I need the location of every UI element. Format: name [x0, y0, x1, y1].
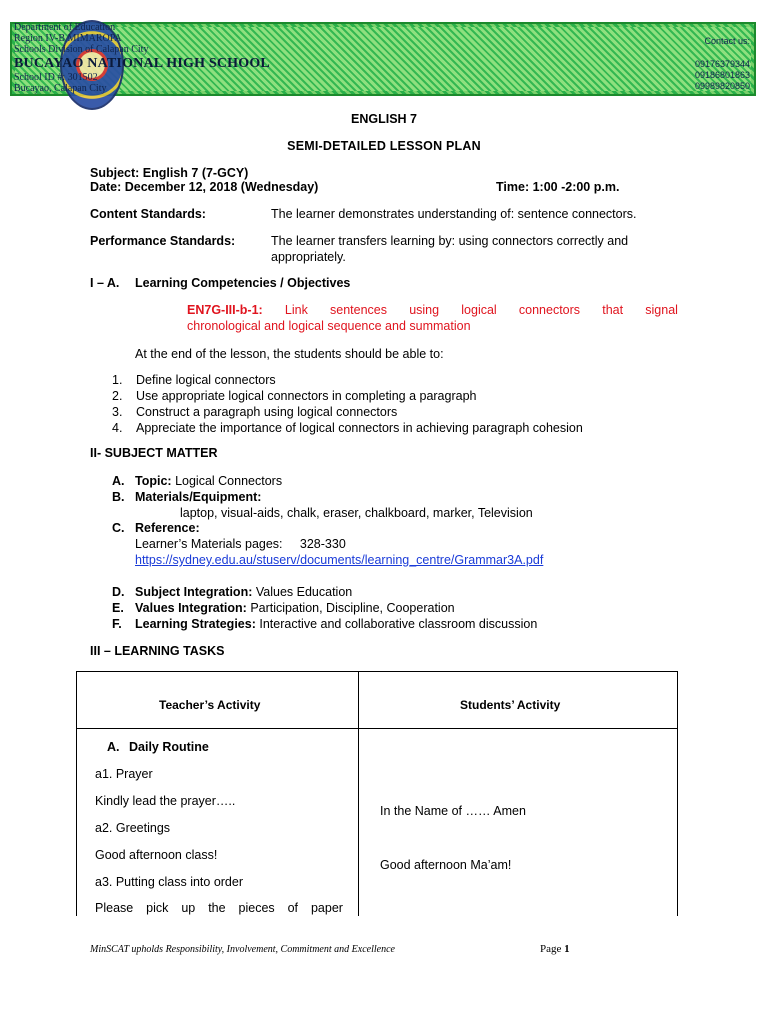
values-integration-row: Values Integration: Participation, Discipline, Cooperation — [135, 601, 455, 615]
footer-page: Page 1 — [540, 943, 570, 955]
school-name: BUCAYAO NATIONAL HIGH SCHOOL — [14, 56, 270, 71]
section1-number: I – A. — [90, 276, 120, 290]
student-line: Good afternoon Ma’am! — [380, 858, 512, 872]
reference-label: Reference: — [135, 521, 200, 535]
letter-b: B. — [112, 490, 125, 504]
subject-line: Subject: English 7 (7-GCY) — [90, 166, 249, 180]
header-line: Region IV-B MIMAROPA — [14, 33, 122, 44]
competency-word: connectors — [518, 303, 581, 317]
list-item: 1. Define logical connectors — [112, 373, 276, 387]
contact-phone: 09989820850 — [694, 81, 750, 91]
letter-a: A. — [112, 474, 125, 488]
header-contact — [695, 36, 750, 92]
col-teacher-header: Teacher’s Activity — [159, 698, 261, 712]
strategies-row: Learning Strategies: Interactive and collaborative classroom discussion — [135, 617, 538, 631]
teacher-line: a3. Putting class into order — [95, 875, 243, 889]
competency-code: EN7G-III-b-1: — [187, 303, 263, 317]
performance-standards-text-2: appropriately. — [271, 250, 346, 264]
teacher-line: a2. Greetings — [95, 821, 171, 835]
teacher-line: Please pick up the pieces of paper — [95, 901, 343, 915]
content-standards-label: Content Standards: — [90, 207, 206, 221]
objectives-intro: At the end of the lesson, the students should be able to: — [135, 347, 444, 361]
topic-row: Topic: Logical Connectors — [135, 474, 283, 488]
header-school-info — [14, 22, 270, 94]
contact-phone: 09186801863 — [694, 70, 750, 80]
list-item: 3. Construct a paragraph using logical connectors — [112, 405, 398, 419]
competency-word: Link — [284, 303, 308, 317]
routine-heading: Daily Routine — [129, 740, 209, 754]
competency-word: that — [602, 303, 624, 317]
teacher-line: Kindly lead the prayer….. — [95, 794, 236, 808]
subject-integration-row: Subject Integration: Values Education — [135, 585, 353, 599]
time-line: Time: 1:00 -2:00 p.m. — [496, 180, 620, 194]
learning-tasks-table — [76, 671, 678, 916]
competency-word: using — [409, 303, 440, 317]
section1-heading: Learning Competencies / Objectives — [135, 276, 351, 290]
materials-text: laptop, visual-aids, chalk, eraser, chalkboard, marker, Television — [180, 506, 533, 520]
header-line: Department of Education — [14, 22, 116, 33]
materials-label: Materials/Equipment: — [135, 490, 262, 504]
footer-motto: MinSCAT upholds Responsibility, Involvement, Commitment and Excellence — [90, 944, 395, 955]
routine-letter: A. — [107, 740, 120, 754]
performance-standards-text: The learner transfers learning by: using connectors correctly and — [271, 234, 629, 248]
competency-word: sentences — [330, 303, 387, 317]
letter-c: C. — [112, 521, 125, 535]
date-line: Date: December 12, 2018 (Wednesday) — [90, 180, 319, 194]
student-line: In the Name of …… Amen — [380, 804, 526, 818]
reference-link[interactable]: https://sydney.edu.au/stuserv/documents/learning_centre/Grammar3A.pdf — [135, 553, 544, 567]
school-id: School ID #: 301502 — [14, 72, 98, 83]
letter-d: D. — [112, 585, 125, 599]
contact-label: Contact us: — [704, 36, 750, 46]
teacher-line: Good afternoon class! — [95, 848, 218, 862]
competency-line-1 — [187, 303, 678, 317]
col-students-header: Students’ Activity — [460, 698, 561, 712]
letter-f: F. — [112, 617, 122, 631]
header-line: Schools Division of Calapan City — [14, 44, 149, 55]
objectives-list — [112, 372, 583, 436]
content-standards-text: The learner demonstrates understanding of: sentence connectors. — [271, 207, 637, 221]
performance-standards-label: Performance Standards: — [90, 234, 236, 248]
list-item: 2. Use appropriate logical connectors in completing a paragraph — [112, 389, 477, 403]
letter-e: E. — [112, 601, 124, 615]
document-title: ENGLISH 7 — [351, 112, 417, 126]
competency-line-2: chronological and logical sequence and summation — [187, 319, 471, 333]
competency-word: signal — [645, 303, 678, 317]
competency-word: logical — [461, 303, 497, 317]
teacher-line: a1. Prayer — [95, 767, 153, 781]
list-item: 4. Appreciate the importance of logical connectors in achieving paragraph cohesion — [112, 421, 583, 435]
section2-heading: II- SUBJECT MATTER — [90, 446, 218, 460]
contact-phone: 09176379344 — [694, 59, 750, 69]
document-subtitle: SEMI-DETAILED LESSON PLAN — [287, 139, 481, 153]
reference-pages: Learner’s Materials pages: 328-330 — [135, 537, 346, 551]
section3-heading: III – LEARNING TASKS — [90, 644, 225, 658]
school-address: Bucayao, Calapan City — [14, 83, 107, 94]
